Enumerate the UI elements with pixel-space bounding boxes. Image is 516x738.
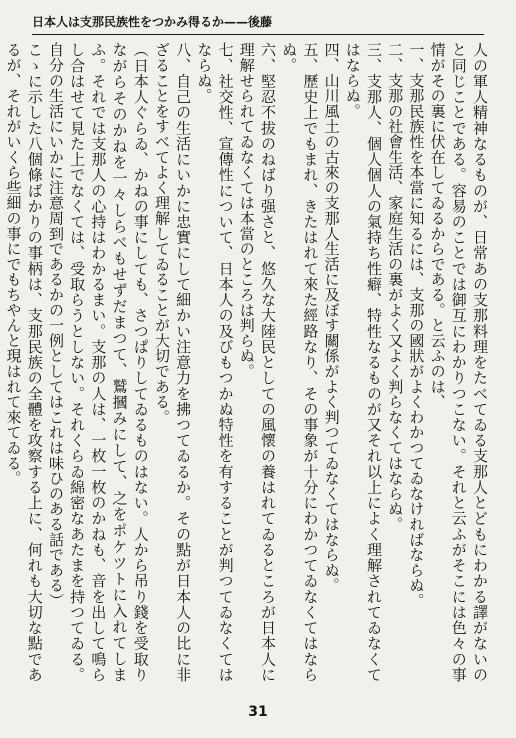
list-item-8: 八、自己の生活にいかに忠實にして細かい注意力を拂つてゐるか。その點が日本人の比に非ざることをすべてよく理解してゐることが大切である。 xyxy=(152,42,193,682)
list-item-2: 二、支那の社會生活、家庭生活の裏がよく又よく判らなくてはならぬ。 xyxy=(386,42,405,532)
list-item-7: 七、社交性、宣傳性について、日本人の及びもつかぬ特性を有することが判つてゐなくてはならぬ。 xyxy=(195,42,235,682)
paragraph-conclusion: こゝに示した八個條ばかりの事柄は、支那民族の全體を攻察する上に、何れも大切な點であるが、それがいくら些細の事にでもちやんと現はれて來てゐる。 xyxy=(4,42,44,682)
page-number: 31 xyxy=(248,704,268,720)
paragraph-parenthetical: （日本人ぐらゐ、かねの事にしても、さつぱりしてゐるものはない。人から吊り錢を受取りながらそのかねを一々しらべもせずだまつて、鷲摑みにして、之をポケツトに入れてしまふ。それでは支那人の心持はわかるまい。支那の人は、一枚一枚のかねも、音を出して鳴らし合はせて見た上でなくては、受取らうとしない。それくらゐ綿密なあたまを持つてゐる。自分の生活にいかに注意周到であるかの一例としてはこれは味ひのある話である） xyxy=(46,42,150,682)
list-item-6: 六、堅忍不拔のねばり强さと、悠久な大陸民としての風懷の養はれてゐるところが日本人に理解せられてゐなくては本當のところは判らぬ。 xyxy=(237,42,277,682)
running-header: 日本人は支那民族性をつかみ得るか——後藤 xyxy=(32,10,484,35)
list-item-5: 五、歷史上でもまれ、きたはれて來た經路なり、その事象が十分にわかつてゐなくてはならぬ。 xyxy=(280,42,320,682)
vertical-body-text xyxy=(4,42,490,682)
list-item-3: 三、支那人、個人個人の氣持ち性癖、特性なるものが又それ以上によく理解されてゐなくてはならぬ。 xyxy=(343,42,383,682)
list-item-1: 一、支那民族性を本當に知るには、支那の國狀がよくわかつてゐなければならぬ。 xyxy=(407,42,426,609)
list-item-4: 四、山川風土の古來の支那人生活に及ぼす關係がよく判つてゐなくてはならぬ。 xyxy=(322,42,341,593)
paragraph-intro: 人の軍人精神なるものが、日常あの支那料理をたべてゐる支那人とどもにわかる譯がないのと同じことである。容易のことでは御互にわかりつこない。それと云ふがそこには色々の事情がその裏に伏在してゐるからである。と云ふのは、 xyxy=(428,42,489,682)
